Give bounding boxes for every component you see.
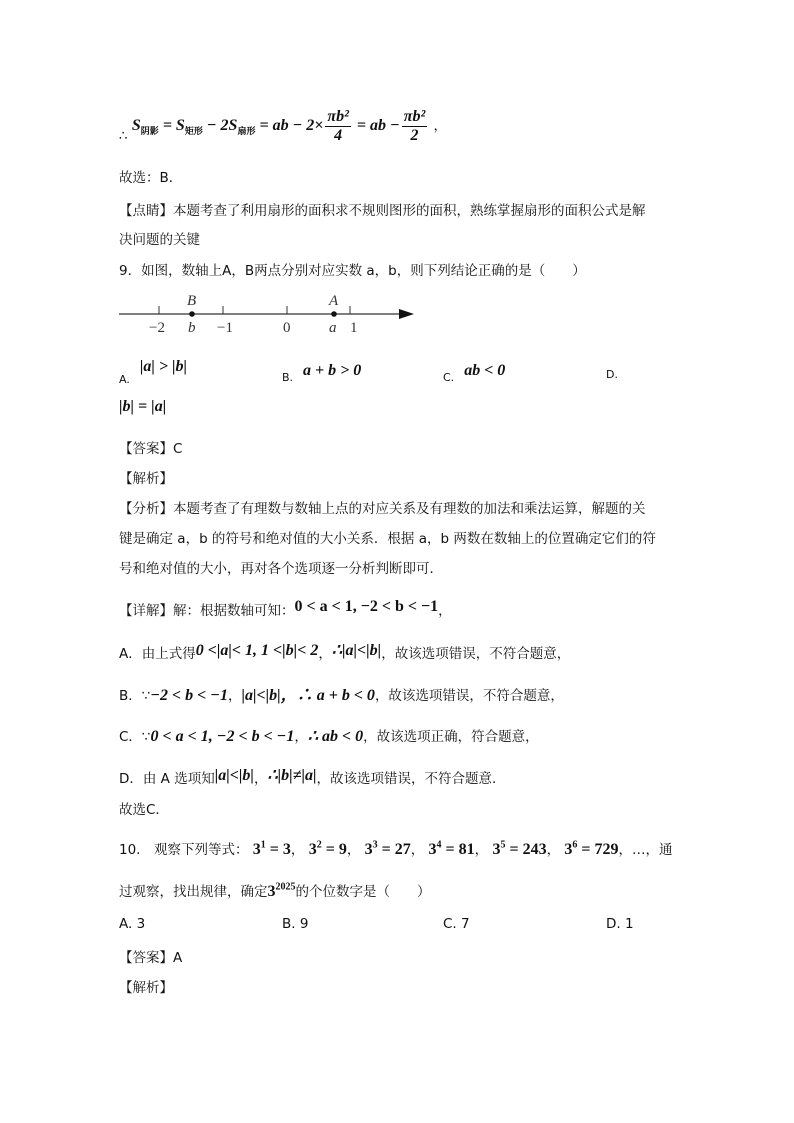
q9-step-b: B．∵−2 < b < −1，|a|<|b|，∴ a + b < 0，故该选项错误，不符合题意，: [119, 687, 564, 704]
q9-detail: 【详解】解：根据数轴可知：0 < a < 1, −2 < b < −1，: [119, 598, 452, 619]
point-label: B: [187, 293, 197, 309]
q10-stem-2: 过观察，找出规律，确定$3^{2025}$的个位数字是（ ）: [119, 881, 431, 900]
arrow-icon: [399, 309, 414, 319]
q8-choice: 故选：B．: [119, 170, 183, 186]
q9-answer: 【答案】C: [119, 441, 183, 457]
point-var: a: [329, 320, 337, 336]
q9-choice: 故选C．: [119, 802, 169, 818]
q10-answer: 【答案】A: [119, 950, 183, 966]
q9-analysis-3: 号和绝对值的大小，再对各个选项逐一分析判断即可．: [119, 561, 443, 577]
q9-step-d: D．由 A 选项知|a|<|b|，∴|b|≠|a|，故该选项错误，不符合题意．: [119, 767, 506, 787]
area-formula: ∴ $S_{阴影} = S_{矩形} - 2S_{扇形}$ = ab − 2× $\frac{\text{πb²}}{4}$ = ab − $\frac{\text{πb²}}{2}$ ，: [119, 108, 448, 145]
tick-label: −2: [149, 320, 165, 336]
q9-step-a: A．由上式得0 <|a|< 1, 1 <|b|< 2，∴|a|<|b|，故该选项错误，不符合题意，: [119, 642, 571, 662]
tick-label: 1: [350, 320, 358, 336]
q9-analysis-head: 【解析】: [119, 471, 173, 487]
q9-option-d: D.: [606, 368, 618, 381]
q9-analysis-2: 键是确定 a，b 的符号和绝对值的大小关系．根据 a，b 两数在数轴上的位置确定它们的符: [119, 531, 656, 547]
q10-option-a: A. 3: [119, 916, 146, 932]
q9-option-d-expr: |b| = |a|: [119, 398, 167, 415]
q8-comment-2: 决问题的关键: [119, 232, 200, 248]
q10-option-c: C. 7: [443, 916, 470, 932]
q9-step-c: C．∵0 < a < 1, −2 < b < −1，∴ ab < 0，故该选项正确，符合题意，: [119, 728, 539, 745]
number-line-figure: [119, 288, 419, 336]
q8-comment-1: 【点睛】本题考查了利用扇形的面积求不规则图形的面积，熟练掌握扇形的面积公式是解: [119, 203, 646, 219]
point-var: b: [188, 320, 196, 336]
q9-option-b: $_{B.}$ a + b > 0: [282, 362, 362, 384]
q9-option-a: $_{A.}$|a| > |b|: [119, 358, 188, 386]
q9-option-c: $_{C.}$ ab < 0: [443, 362, 506, 384]
q10-option-b: B. 9: [282, 916, 309, 932]
tick-label: 0: [283, 320, 291, 336]
q9-stem: 9．如图，数轴上A，B两点分别对应实数 a，b，则下列结论正确的是（ ）: [119, 263, 586, 279]
q9-analysis-1: 【分析】本题考查了有理数与数轴上点的对应关系及有理数的加法和乘法运算，解题的关: [119, 501, 646, 517]
q10-analysis-head: 【解析】: [119, 980, 173, 996]
point-a: [331, 311, 337, 317]
point-b: [189, 311, 195, 317]
q10-stem-1: 10. 观察下列等式： $3^1 = 3$， $3^2 = 9$， $3^3 = 27$， $3^4 = 81$， $3^5 = 243$， $3^6 = 729$，…，通: [119, 839, 673, 858]
tick-label: −1: [217, 320, 233, 336]
point-label: A: [329, 293, 339, 309]
q10-option-d: D. 1: [606, 916, 634, 932]
